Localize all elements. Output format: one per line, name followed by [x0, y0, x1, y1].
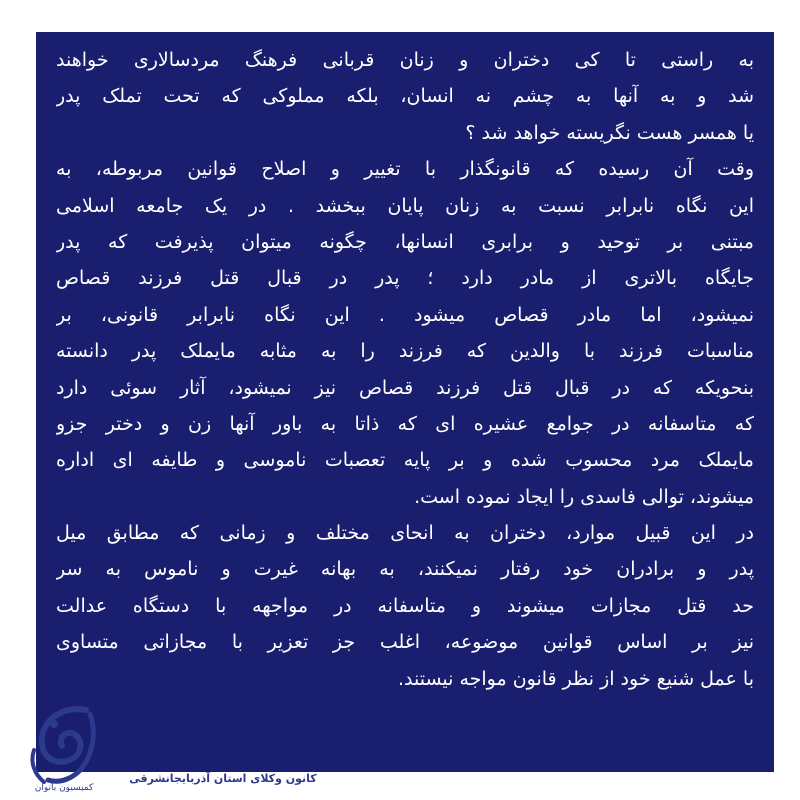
- article-text: [56, 42, 754, 697]
- article-line: با عمل شنیع خود از نظر قانون مواجه نیستند.: [397, 667, 754, 690]
- calligraphy-logo-icon: [24, 700, 104, 792]
- article-line: شد و به آنها به چشم نه انسان، بلکه مملوکی که تحت تملک پدر: [56, 85, 754, 108]
- article-line: مبتنی بر توحید و برابری انسانها، چگونه میتوان پذیرفت که پدر: [56, 230, 754, 253]
- article-line: بنحویکه که در قبال قتل فرزند قصاص نیز نمیشود، آثار سوئی دارد: [56, 376, 754, 399]
- organization-name: کانون وکلای استان آذربایجانشرقی: [129, 772, 317, 785]
- article-line: وقت آن رسیده که قانونگذار با تغییر و اصلاح قوانین مربوطه، به: [56, 158, 754, 181]
- article-line: یا همسر هست نگریسته خواهد شد ؟: [465, 121, 754, 144]
- article-line: پدر و برادران خود رفتار نمیکنند، به بهانه غیرت و ناموس به سر: [56, 558, 754, 581]
- article-line: مناسبات فرزند با والدین که فرزند را به مثابه مایملک پدر دانسته: [56, 340, 754, 363]
- article-line: که متاسفانه در جوامع عشیره ای که ذاتا به باور آنها زن و دختر جزو: [56, 412, 754, 435]
- article-line: به راستی تا کی دختران و زنان قربانی فرهنگ مردسالاری خواهند: [56, 49, 754, 71]
- logo-caption: کمیسیون بانوان: [34, 783, 94, 792]
- article-line: در این قبیل موارد، دختران به انحای مختلف و زمانی که مطابق میل: [56, 522, 754, 545]
- article-line: مایملک مرد محسوب شده و بر پایه تعصبات ناموسی و طایفه ای اداره: [56, 449, 754, 472]
- article-line: میشوند، توالی فاسدی را ایجاد نموده است.: [414, 485, 754, 508]
- article-line: جایگاه بالاتری از مادر دارد ؛ پدر در قبال قتل فرزند قصاص: [56, 267, 754, 290]
- article-line: این نگاه نابرابر نسبت به زنان پایان ببخشد . در یک جامعه اسلامی: [56, 194, 754, 217]
- article-line: نمیشود، اما مادر قصاص میشود . این نگاه نابرابر قانونی، بر: [56, 303, 754, 326]
- article-line: حد قتل مجازات میشوند و متاسفانه در مواجهه با دستگاه عدالت: [56, 594, 754, 617]
- article-line: نیز بر اساس قوانین موضوعه، اغلب جز تعزیر با مجازاتی متساوی: [56, 631, 754, 654]
